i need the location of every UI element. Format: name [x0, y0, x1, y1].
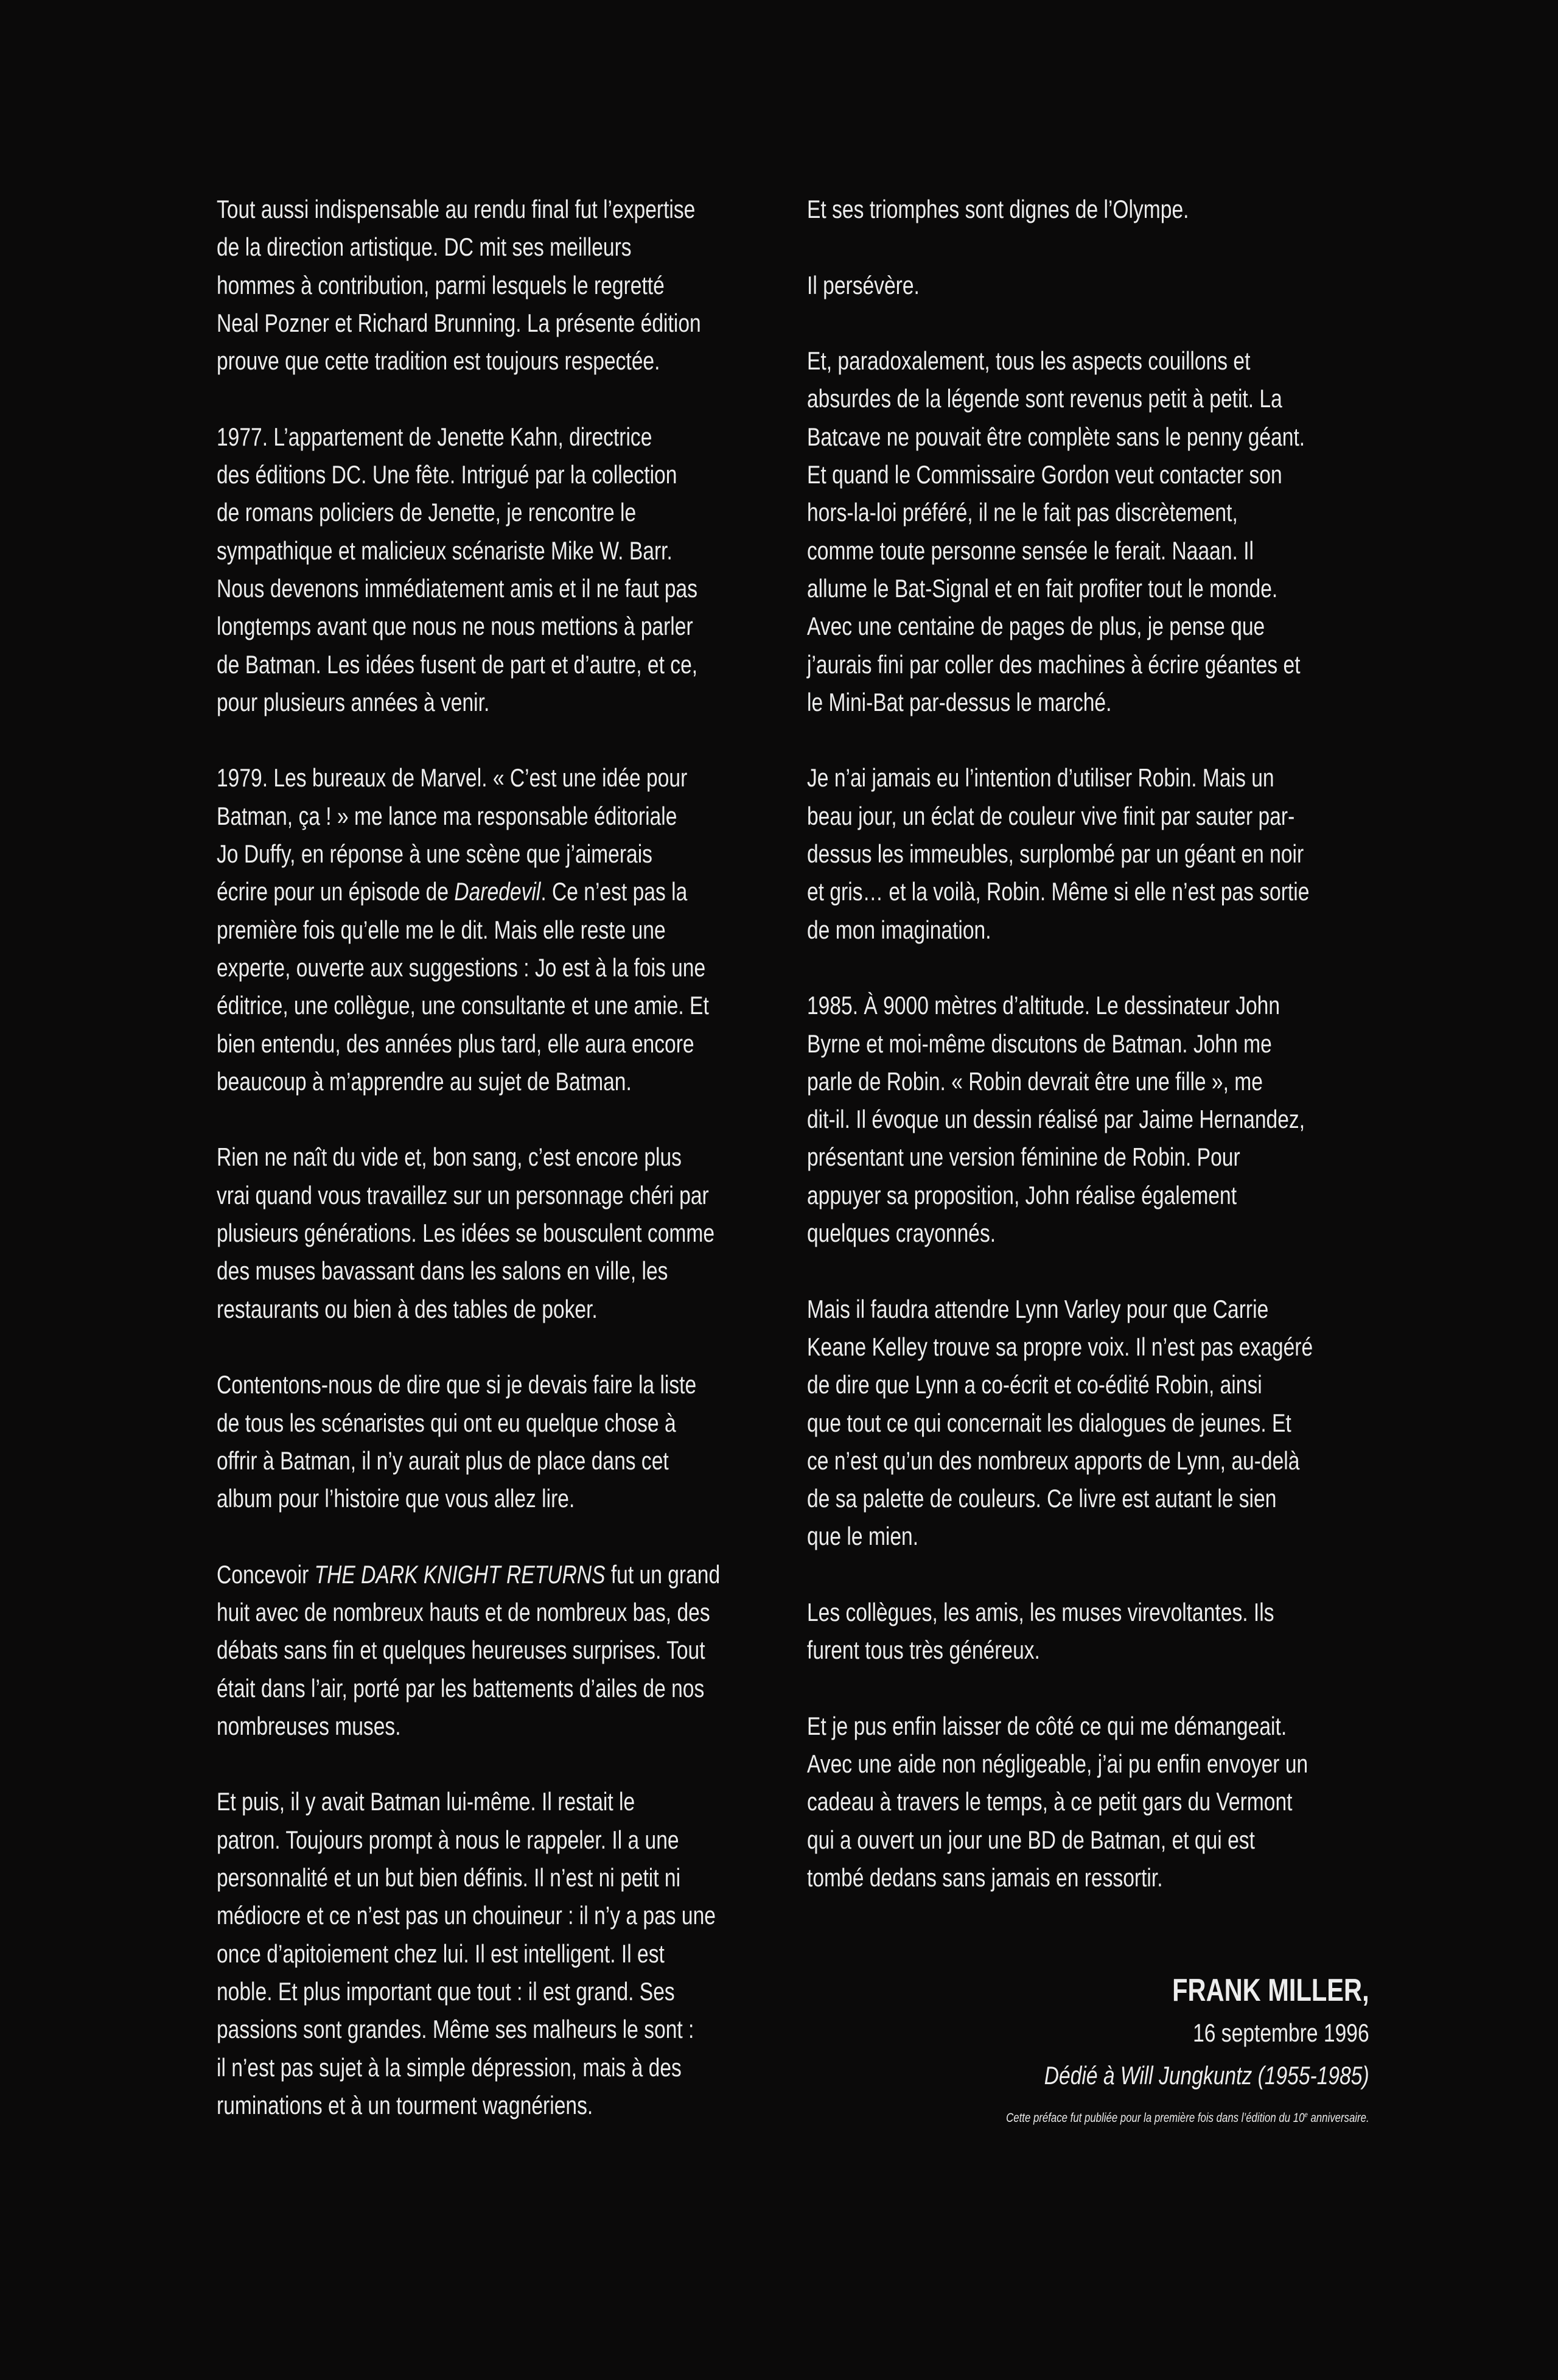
text-line: plusieurs générations. Les idées se bousculent comme: [217, 1219, 715, 1248]
text-line: des éditions DC. Une fête. Intrigué par la collection: [217, 460, 677, 489]
text-line: nombreuses muses.: [217, 1711, 401, 1740]
text-line: furent tous très généreux.: [807, 1636, 1040, 1665]
text-line: bien entendu, des années plus tard, elle aura encore: [217, 1029, 694, 1058]
text-line: pour plusieurs années à venir.: [217, 687, 490, 716]
paragraph: [807, 191, 1379, 228]
text-line: Avec une aide non négligeable, j’ai pu enfin envoyer un: [807, 1749, 1308, 1779]
text-line: de romans policiers de Jenette, je rencontre le: [217, 498, 637, 527]
note-text: Cette préface fut publiée pour la première fois dans l’édition du 10: [1006, 2111, 1305, 2125]
italic-title: THE DARK KNIGHT RETURNS: [314, 1559, 606, 1589]
text-segment: écrire pour un épisode de: [217, 877, 455, 906]
paragraph-spacer: [217, 1101, 789, 1138]
text-line: quelques crayonnés.: [807, 1219, 996, 1248]
text-line: restaurants ou bien à des tables de poker.: [217, 1294, 598, 1323]
text-line: comme toute personne sensée le ferait. Naaan. Il: [807, 536, 1254, 565]
text-line: Avec une centaine de pages de plus, je pense que: [807, 612, 1265, 641]
paragraph: [217, 191, 789, 380]
text-line: Et ses triomphes sont dignes de l’Olympe.: [807, 195, 1189, 223]
paragraph-spacer: [807, 721, 1379, 759]
text-line: hommes à contribution, parmi lesquels le regretté: [217, 270, 665, 299]
text-line: tombé dedans sans jamais en ressortir.: [807, 1863, 1163, 1892]
paragraph-spacer: [807, 1252, 1379, 1290]
paragraph: [807, 267, 1379, 304]
paragraph-spacer: [807, 1556, 1379, 1594]
paragraph: [217, 759, 789, 1101]
text-line: vrai quand vous travaillez sur un personnage chéri par: [217, 1180, 709, 1209]
paragraph: [807, 1707, 1379, 1897]
paragraph: [807, 1594, 1379, 1670]
text-line: beau jour, un éclat de couleur vive finit par sauter par-: [807, 801, 1295, 830]
paragraph-spacer: [217, 380, 789, 418]
author-name: FRANK MILLER,: [1172, 1973, 1369, 2008]
text-segment: . Ce n’est pas la: [540, 877, 688, 906]
signature-block: [915, 1969, 1369, 2127]
text-line: de sa palette de couleurs. Ce livre est autant le sien: [807, 1484, 1277, 1513]
paragraph: [807, 759, 1379, 948]
text-line: patron. Toujours prompt à nous le rappeler. Il a une: [217, 1825, 679, 1854]
text-line: que tout ce qui concernait les dialogues de jeunes. Et: [807, 1408, 1291, 1437]
text-line: débats sans fin et quelques heureuses surprises. Tout: [217, 1636, 705, 1665]
paragraph: [217, 1783, 789, 2124]
signature-date: 16 septembre 1996: [1193, 2018, 1369, 2047]
text-line: hors-la-loi préféré, il ne le fait pas discrètement,: [807, 498, 1238, 527]
text-line: longtemps avant que nous ne nous mettions à parler: [217, 612, 693, 641]
text-line: allume le Bat-Signal et en fait profiter tout le monde.: [807, 573, 1278, 603]
right-text-column: [807, 191, 1379, 1897]
text-segment: fut un grand: [605, 1559, 721, 1589]
text-line: Et, paradoxalement, tous les aspects couillons et: [807, 346, 1251, 376]
text-line: noble. Et plus important que tout : il est grand. Ses: [217, 1976, 675, 2006]
text-line: Rien ne naît du vide et, bon sang, c’est encore plus: [217, 1143, 682, 1172]
text-line: que le mien.: [807, 1522, 919, 1551]
text-line: dessus les immeubles, surplombé par un géant en noir: [807, 839, 1304, 869]
text-line: de mon imagination.: [807, 915, 991, 944]
text-line: beaucoup à m’apprendre au sujet de Batman.: [217, 1066, 632, 1096]
text-line: de tous les scénaristes qui ont eu quelque chose à: [217, 1408, 676, 1437]
italic-title: Daredevil: [454, 877, 541, 906]
text-line: Les collègues, les amis, les muses virevoltantes. Ils: [807, 1597, 1274, 1626]
publication-note: [1006, 2105, 1369, 2127]
text-line: j’aurais fini par coller des machines à écrire géantes et: [807, 649, 1301, 679]
paragraph-spacer: [807, 949, 1379, 987]
paragraph-spacer: [807, 228, 1379, 266]
text-line: il n’est pas sujet à la simple dépression, mais à des: [217, 2053, 682, 2082]
text-line: absurdes de la légende sont revenus petit à petit. La: [807, 384, 1282, 413]
paragraph-spacer: [217, 1328, 789, 1366]
text-line: passions sont grandes. Même ses malheurs le sont :: [217, 2015, 694, 2044]
text-line: cadeau à travers le temps, à ce petit gars du Vermont: [807, 1787, 1293, 1816]
text-line: présentant une version féminine de Robin. Pour: [807, 1143, 1240, 1172]
note-superscript: e: [1304, 2110, 1308, 2119]
paragraph-spacer: [217, 1517, 789, 1555]
text-line: 1985. À 9000 mètres d’altitude. Le dessinateur John: [807, 991, 1280, 1020]
text-line: des muses bavassant dans les salons en ville, les: [217, 1256, 668, 1286]
text-line: médiocre et ce n’est pas un chouineur : il n’y a pas une: [217, 1901, 716, 1930]
paragraph-spacer: [217, 1745, 789, 1783]
paragraph-spacer: [217, 721, 789, 759]
paragraph: [807, 987, 1379, 1252]
text-line: parle de Robin. « Robin devrait être une fille », me: [807, 1066, 1263, 1096]
text-line: de Batman. Les idées fusent de part et d’autre, et ce,: [217, 649, 698, 679]
text-line: Nous devenons immédiatement amis et il ne faut pas: [217, 573, 698, 603]
note-text-end: anniversaire.: [1308, 2111, 1369, 2125]
paragraph: [217, 1366, 789, 1517]
text-line: qui a ouvert un jour une BD de Batman, et qui est: [807, 1825, 1255, 1854]
text-line: personnalité et un but bien définis. Il n’est ni petit ni: [217, 1863, 681, 1892]
text-line: Et quand le Commissaire Gordon veut contacter son: [807, 460, 1282, 489]
text-line: Tout aussi indispensable au rendu final fut l’expertise: [217, 195, 696, 223]
paragraph: [807, 342, 1379, 721]
text-line: dit-il. Il évoque un dessin réalisé par Jaime Hernandez,: [807, 1105, 1305, 1134]
text-line: de dire que Lynn a co-écrit et co-édité Robin, ainsi: [807, 1370, 1262, 1399]
text-line: once d’apitoiement chez lui. Il est intelligent. Il est: [217, 1939, 665, 1968]
paragraph: [217, 1556, 789, 1745]
paragraph: [217, 1138, 789, 1328]
text-line: et gris… et la voilà, Robin. Même si elle n’est pas sortie: [807, 877, 1310, 906]
dedication: Dédié à Will Jungkuntz (1955-1985): [1044, 2061, 1369, 2090]
paragraph: [217, 418, 789, 721]
text-line: ce n’est qu’un des nombreux apports de Lynn, au-delà: [807, 1446, 1300, 1475]
text-line: appuyer sa proposition, John réalise également: [807, 1180, 1237, 1209]
text-line: Batman, ça ! » me lance ma responsable éditoriale: [217, 801, 677, 830]
text-line: Je n’ai jamais eu l’intention d’utiliser Robin. Mais un: [807, 763, 1274, 793]
text-line: de la direction artistique. DC mit ses meilleurs: [217, 233, 632, 262]
text-line: Contentons-nous de dire que si je devais faire la liste: [217, 1370, 697, 1399]
text-line: Keane Kelley trouve sa propre voix. Il n’est pas exagéré: [807, 1332, 1313, 1361]
left-text-column: [217, 191, 789, 2124]
text-line: première fois qu’elle me le dit. Mais elle reste une: [217, 915, 666, 944]
text-line: huit avec de nombreux hauts et de nombreux bas, des: [217, 1597, 710, 1626]
text-line: Batcave ne pouvait être complète sans le penny géant.: [807, 422, 1305, 451]
paragraph-spacer: [807, 304, 1379, 342]
paragraph: [807, 1290, 1379, 1556]
text-line: 1977. L’appartement de Jenette Kahn, directrice: [217, 422, 652, 451]
paragraph-spacer: [807, 1670, 1379, 1707]
text-line: experte, ouverte aux suggestions : Jo est à la fois une: [217, 953, 706, 982]
text-line: ruminations et à un tourment wagnériens.: [217, 2090, 593, 2119]
text-line: éditrice, une collègue, une consultante et une amie. Et: [217, 991, 709, 1020]
text-line: 1979. Les bureaux de Marvel. « C’est une idée pour: [217, 763, 688, 793]
text-line: Il persévère.: [807, 270, 920, 299]
text-segment: Concevoir: [217, 1559, 315, 1589]
text-line: était dans l’air, porté par les battements d’ailes de nos: [217, 1673, 705, 1703]
text-line: Jo Duffy, en réponse à une scène que j’aimerais: [217, 839, 652, 869]
text-line: Et je pus enfin laisser de côté ce qui me démangeait.: [807, 1711, 1287, 1740]
text-line: le Mini-Bat par-dessus le marché.: [807, 687, 1112, 716]
text-line: Byrne et moi-même discutons de Batman. John me: [807, 1029, 1272, 1058]
text-line: prouve que cette tradition est toujours respectée.: [217, 346, 660, 376]
text-line: [217, 873, 688, 911]
text-line: offrir à Batman, il n’y aurait plus de place dans cet: [217, 1446, 669, 1475]
text-line: Et puis, il y avait Batman lui-même. Il restait le: [217, 1787, 635, 1816]
text-line: Neal Pozner et Richard Brunning. La présente édition: [217, 308, 701, 337]
text-line: sympathique et malicieux scénariste Mike W. Barr.: [217, 536, 672, 565]
text-line: Mais il faudra attendre Lynn Varley pour que Carrie: [807, 1294, 1269, 1323]
text-line: album pour l’histoire que vous allez lire.: [217, 1484, 575, 1513]
text-line: [217, 1556, 721, 1594]
